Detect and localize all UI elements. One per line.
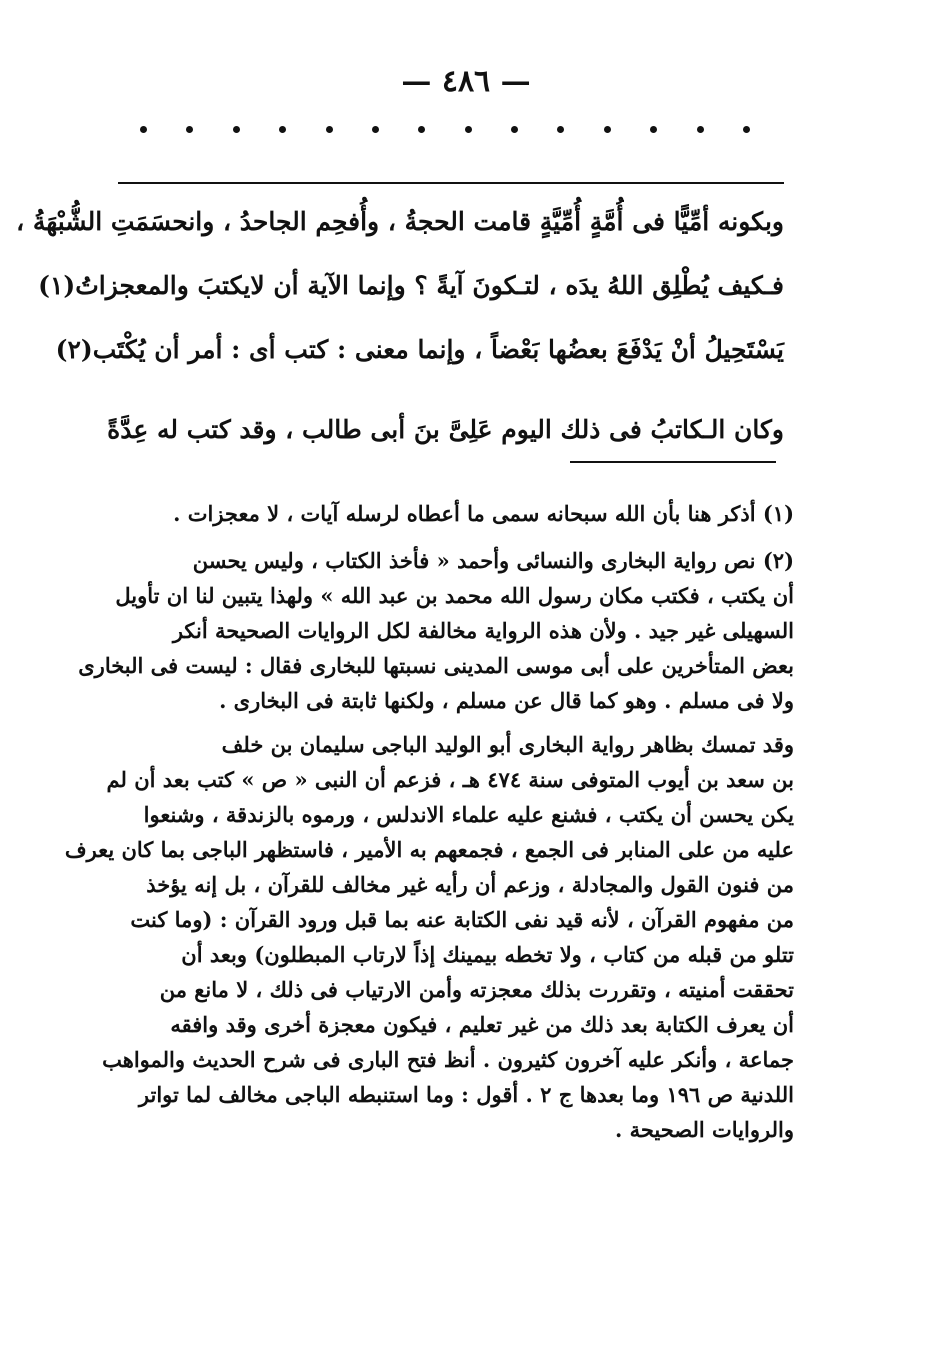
footnote-1: (١) أذكر هنا بأن الله سبحانه سمى ما أعطاه لرسله آيات ، لا معجزات . xyxy=(173,501,794,526)
main-line: يَسْتَحِيلُ أنْ يَدْفَعَ بعضُها بَعْضاً ، وإنما معنى : كتب أى : أمر أن يُكْتَب(٢) xyxy=(55,335,784,364)
footnote-line: ولا فى مسلم . وهو كما قال عن مسلم ، ولكنها ثابتة فى البخارى . xyxy=(219,688,794,713)
main-text xyxy=(16,190,784,462)
main-line: فـكيف يُطْلِق اللهُ يدَه ، لتـكونَ آيةً ؟ وإنما الآية أن لايكتبَ والمعجزاتُ(١) xyxy=(38,271,784,300)
page-number: — ٤٨٦ — xyxy=(401,64,531,99)
footnote-line: تتلو من قبله من كتاب ، ولا تخطه بيمينك إذاً لارتاب المبطلون) وبعد أن xyxy=(181,942,794,967)
main-line: وبكونه أمِّيًّا فى أُمَّةٍ أُمِّيَّةٍ قامت الحجةُ ، وأُفحِم الجاحدُ ، وانحسَمَتِ الشُّبْهَةُ ، xyxy=(16,207,784,236)
footnote-line: عليه من على المنابر فى الجمع ، فجمعهم به الأمير ، فاستظهر الباجى بما كان يعرف xyxy=(64,837,794,862)
footnote-line: السهيلى غير جيد . ولأن هذه الرواية مخالفة لكل الروايات الصحيحة أنكر xyxy=(172,618,794,643)
footnote-line: تحققت أمنيته ، وتقررت بذلك معجزته وأمن الارتياب فى ذلك ، لا مانع من xyxy=(159,977,794,1002)
footnote-rule xyxy=(570,461,776,463)
footnote-line: بعض المتأخرين على أبى موسى المدينى نسبتها للبخارى فقال : ليست فى البخارى xyxy=(78,653,794,678)
footnote-line: من فنون القول والمجادلة ، وزعم أن رأيه غير مخالف للقرآن ، بل إنه يؤخذ xyxy=(146,872,794,897)
footnote-line: جماعة ، وأنكر عليه آخرون كثيرون . أنظ فتح البارى فى شرح الحديث والمواهب xyxy=(102,1047,794,1072)
top-rule xyxy=(118,182,784,184)
footnote-line: وقد تمسك بظاهر رواية البخارى أبو الوليد الباجى سليمان بن خلف xyxy=(221,732,794,757)
footnote-line: (٢) نص رواية البخارى والنسائى وأحمد « فأخذ الكتاب ، وليس يحسن xyxy=(192,548,794,573)
footnote-line: يكن يحسن أن يكتب ، فشنع عليه علماء الاندلس ، ورموه بالزندقة ، وشنعوا xyxy=(143,802,794,827)
footnote-line: والروايات الصحيحة . xyxy=(614,1117,794,1142)
footnote-line: أن يكتب ، فكتب مكان رسول الله محمد بن عبد الله » ولهذا يتبين لنا ان تأويل xyxy=(115,583,794,608)
footnote-line: أن يعرف الكتابة بعد ذلك من غير تعليم ، فيكون معجزة أخرى وقد وافقه xyxy=(170,1012,794,1037)
footnote-line: من مفهوم القرآن ، لأنه قيد نفى الكتابة عنه بما قبل ورود القرآن : (وما كنت xyxy=(130,907,794,932)
dotted-separator xyxy=(140,126,750,133)
footnotes xyxy=(64,494,794,1150)
main-line: وكان الـكاتبُ فى ذلك اليوم عَلِىَّ بنَ أبى طالب ، وقد كتب له عِدَّةً xyxy=(107,415,784,444)
footnote-line: بن سعد بن أيوب المتوفى سنة ٤٧٤ هـ ، فزعم أن النبى « ص » كتب بعد أن لم xyxy=(106,767,794,792)
footnote-line: اللدنية ص ١٩٦ وما بعدها ج ٢ . أقول : وما استنبطه الباجى مخالف لما تواتر xyxy=(138,1082,794,1107)
